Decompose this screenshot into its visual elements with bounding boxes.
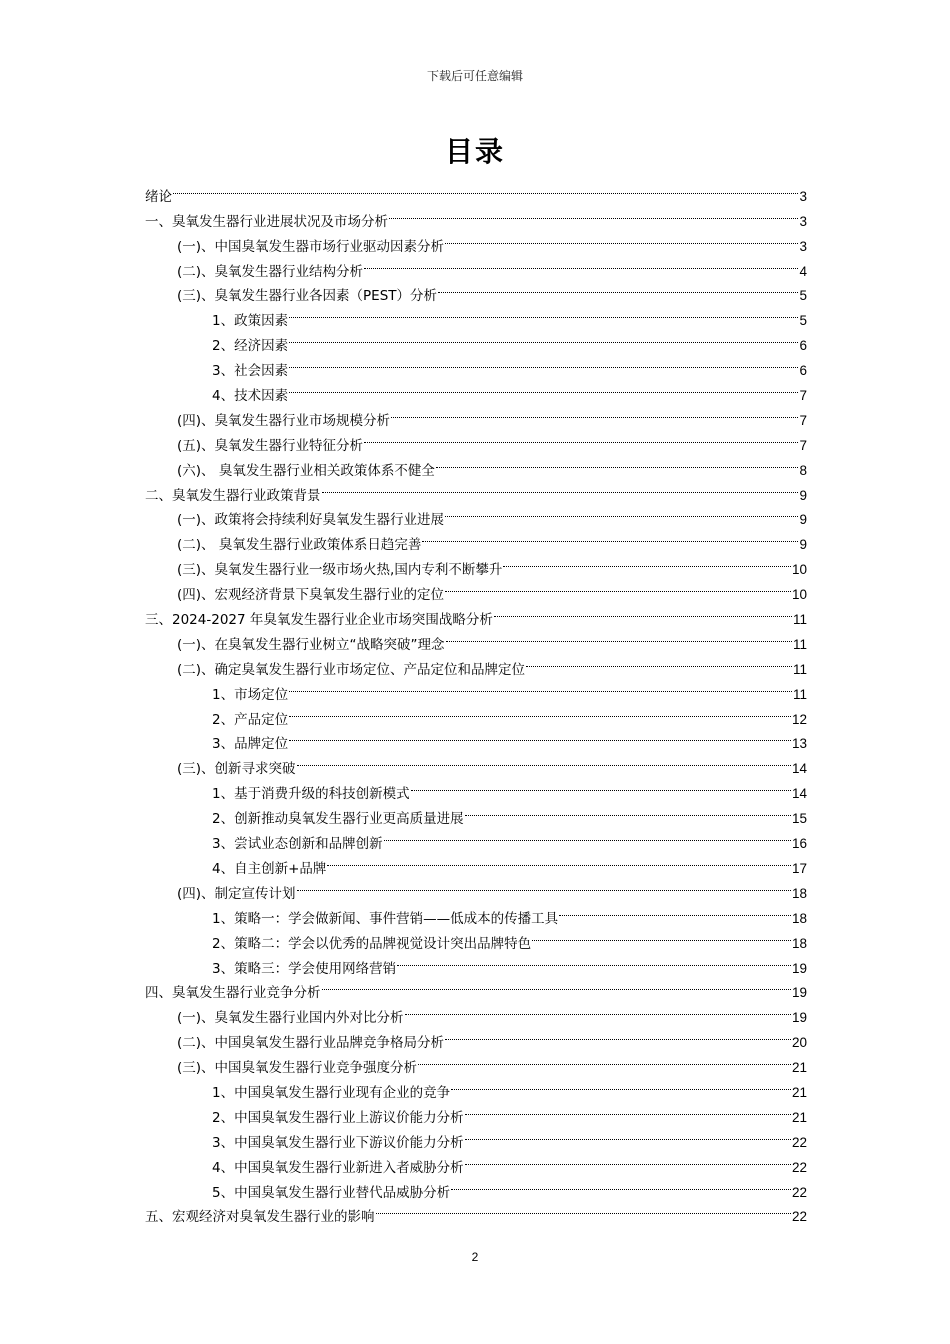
toc-entry-label: (二)、臭氧发生器行业结构分析 <box>177 263 364 280</box>
toc-entry-label: (六)、 臭氧发生器行业相关政策体系不健全 <box>177 462 435 479</box>
toc-entry-label: 1、市场定位 <box>212 686 289 703</box>
toc-entry-page: 19 <box>791 960 807 976</box>
toc-entry-page: 21 <box>791 1109 807 1125</box>
toc-entry-label: 2、中国臭氧发生器行业上游议价能力分析 <box>212 1109 464 1126</box>
toc-entry-label: 2、策略二：学会以优秀的品牌视觉设计突出品牌特色 <box>212 935 532 952</box>
toc-entry-page: 19 <box>791 1010 807 1026</box>
toc-entry-page: 6 <box>799 338 807 354</box>
toc-entry-label: (五)、臭氧发生器行业特征分析 <box>177 437 364 454</box>
toc-entry-page: 7 <box>799 388 807 404</box>
toc-dot-leader <box>436 450 799 475</box>
toc-entry-label: 1、政策因素 <box>212 313 289 330</box>
toc-dot-leader <box>289 325 798 350</box>
toc-dot-leader <box>289 674 792 699</box>
toc-entry-label: 4、自主创新+品牌 <box>212 860 327 877</box>
toc-entry-label: (三)、创新寻求突破 <box>177 761 296 778</box>
toc-dot-leader <box>289 300 798 325</box>
toc-entry-label: (二)、 臭氧发生器行业政策体系日趋完善 <box>177 537 422 554</box>
toc-dot-leader <box>297 748 791 773</box>
toc-title: 目录 <box>444 135 505 168</box>
toc-dot-leader <box>451 1172 791 1197</box>
toc-dot-leader <box>465 1147 791 1172</box>
toc-entry[interactable] <box>145 201 807 230</box>
toc-entry-page: 5 <box>799 288 807 304</box>
toc-entry-page: 15 <box>791 811 807 827</box>
toc-entry-label: (四)、臭氧发生器行业市场规模分析 <box>177 412 391 429</box>
toc-entry-page: 3 <box>799 213 807 229</box>
toc-entry-page: 14 <box>791 761 807 777</box>
toc-dot-leader <box>297 873 791 898</box>
toc-dot-leader <box>322 475 799 500</box>
toc-dot-leader <box>389 201 798 226</box>
toc-entry-page: 9 <box>799 512 807 528</box>
toc-dot-leader <box>445 500 798 525</box>
toc-dot-leader <box>526 649 792 674</box>
toc-entry-label: (一)、在臭氧发生器行业树立“战略突破”理念 <box>177 636 445 653</box>
toc-entry-page: 10 <box>791 562 807 578</box>
page-number: 2 <box>471 1250 479 1264</box>
toc-entry-label: 3、中国臭氧发生器行业下游议价能力分析 <box>212 1134 464 1151</box>
toc-entry-page: 10 <box>791 587 807 603</box>
toc-entry-label: 四、臭氧发生器行业竞争分析 <box>145 985 321 1002</box>
toc-entry-label: 2、产品定位 <box>212 711 289 728</box>
toc-entry-page: 7 <box>799 437 807 453</box>
toc-entry-label: 3、社会因素 <box>212 363 289 380</box>
toc-entry-label: (三)、臭氧发生器行业一级市场火热,国内专利不断攀升 <box>177 562 503 579</box>
toc-entry-page: 22 <box>791 1184 807 1200</box>
toc-dot-leader <box>465 1122 791 1147</box>
toc-entry-label: (四)、制定宣传计划 <box>177 885 296 902</box>
toc-entry-page: 3 <box>799 238 807 254</box>
toc-dot-leader <box>446 624 792 649</box>
toc-entry-label: 2、创新推动臭氧发生器行业更高质量进展 <box>212 811 464 828</box>
toc-entry-label: (一)、政策将会持续利好臭氧发生器行业进展 <box>177 512 445 529</box>
toc-dot-leader <box>289 699 791 724</box>
toc-dot-leader <box>173 176 798 201</box>
toc-entry-label: (四)、宏观经济背景下臭氧发生器行业的定位 <box>177 587 445 604</box>
toc-entry-page: 11 <box>792 661 807 677</box>
toc-entry-page: 21 <box>791 1060 807 1076</box>
toc-entry-page: 7 <box>799 412 807 428</box>
toc-dot-leader <box>503 549 791 574</box>
toc-entry-label: 4、技术因素 <box>212 388 289 405</box>
toc-entry-label: (一)、中国臭氧发生器市场行业驱动因素分析 <box>177 238 445 255</box>
toc-dot-leader <box>405 997 791 1022</box>
toc-dot-leader <box>445 574 791 599</box>
toc-entry-page: 6 <box>799 363 807 379</box>
toc-dot-leader <box>418 1047 791 1072</box>
table-of-contents <box>145 176 807 1226</box>
toc-entry-page: 14 <box>791 786 807 802</box>
toc-dot-leader <box>397 948 791 973</box>
toc-entry-page: 3 <box>799 188 807 204</box>
toc-dot-leader <box>465 1097 791 1122</box>
toc-dot-leader <box>289 375 798 400</box>
toc-entry-label: 绪论 <box>145 188 172 205</box>
toc-dot-leader <box>411 773 791 798</box>
toc-entry-label: (三)、中国臭氧发生器行业竞争强度分析 <box>177 1060 418 1077</box>
toc-entry-page: 11 <box>792 686 807 702</box>
toc-dot-leader <box>438 276 798 301</box>
toc-entry[interactable] <box>145 176 807 205</box>
toc-entry-page: 19 <box>791 985 807 1001</box>
toc-entry-label: 五、宏观经济对臭氧发生器行业的影响 <box>145 1209 375 1226</box>
toc-entry-page: 5 <box>799 313 807 329</box>
toc-entry-label: (二)、确定臭氧发生器行业市场定位、产品定位和品牌定位 <box>177 661 526 678</box>
toc-entry-page: 11 <box>792 612 807 628</box>
toc-entry-label: 三、2024-2027 年臭氧发生器行业企业市场突围战略分析 <box>145 612 493 629</box>
toc-dot-leader <box>422 524 798 549</box>
toc-entry-page: 9 <box>799 487 807 503</box>
toc-dot-leader <box>289 350 798 375</box>
toc-entry-page: 21 <box>791 1084 807 1100</box>
toc-entry-label: (三)、臭氧发生器行业各因素（PEST）分析 <box>177 288 438 305</box>
toc-entry-page: 18 <box>791 910 807 926</box>
page-header-note: 下载后可任意编辑 <box>426 69 523 83</box>
toc-entry-page: 22 <box>791 1209 807 1225</box>
toc-entry-page: 20 <box>791 1035 807 1051</box>
toc-entry-page: 13 <box>791 736 807 752</box>
toc-dot-leader <box>322 973 791 998</box>
toc-entry-label: 1、中国臭氧发生器行业现有企业的竞争 <box>212 1084 451 1101</box>
toc-entry-page: 17 <box>791 860 807 876</box>
toc-dot-leader <box>289 724 791 749</box>
toc-dot-leader <box>451 1072 791 1097</box>
toc-entry-page: 9 <box>799 537 807 553</box>
toc-entry-page: 8 <box>799 462 807 478</box>
toc-dot-leader <box>384 823 791 848</box>
toc-entry-label: 1、基于消费升级的科技创新模式 <box>212 786 410 803</box>
toc-entry-label: (一)、臭氧发生器行业国内外对比分析 <box>177 1010 404 1027</box>
toc-dot-leader <box>376 1197 791 1222</box>
toc-entry-label: 4、中国臭氧发生器行业新进入者威胁分析 <box>212 1159 464 1176</box>
toc-dot-leader <box>391 400 798 425</box>
toc-entry-page: 22 <box>791 1159 807 1175</box>
toc-dot-leader <box>364 251 798 276</box>
toc-dot-leader <box>327 848 791 873</box>
toc-dot-leader <box>532 923 791 948</box>
toc-entry-page: 22 <box>791 1134 807 1150</box>
toc-entry-label: 1、策略一：学会做新闻、事件营销——低成本的传播工具 <box>212 910 559 927</box>
toc-entry-label: 2、经济因素 <box>212 338 289 355</box>
toc-entry-page: 18 <box>791 885 807 901</box>
toc-entry-label: 3、策略三：学会使用网络营销 <box>212 960 397 977</box>
toc-entry-page: 11 <box>792 636 807 652</box>
toc-entry-page: 16 <box>791 836 807 852</box>
toc-dot-leader <box>559 898 791 923</box>
toc-entry-page: 12 <box>791 711 807 727</box>
toc-entry-label: 3、品牌定位 <box>212 736 289 753</box>
toc-entry-label: 3、尝试业态创新和品牌创新 <box>212 836 383 853</box>
toc-entry-label: 5、中国臭氧发生器行业替代品威胁分析 <box>212 1184 451 1201</box>
toc-entry-page: 18 <box>791 935 807 951</box>
toc-dot-leader <box>494 599 792 624</box>
toc-dot-leader <box>445 226 798 251</box>
toc-entry-label: 一、臭氧发生器行业进展状况及市场分析 <box>145 213 388 230</box>
toc-dot-leader <box>445 1022 791 1047</box>
toc-entry-page: 4 <box>799 263 807 279</box>
toc-dot-leader <box>364 425 798 450</box>
toc-entry-label: (二)、中国臭氧发生器行业品牌竞争格局分析 <box>177 1035 445 1052</box>
toc-entry-label: 二、臭氧发生器行业政策背景 <box>145 487 321 504</box>
toc-dot-leader <box>465 798 791 823</box>
